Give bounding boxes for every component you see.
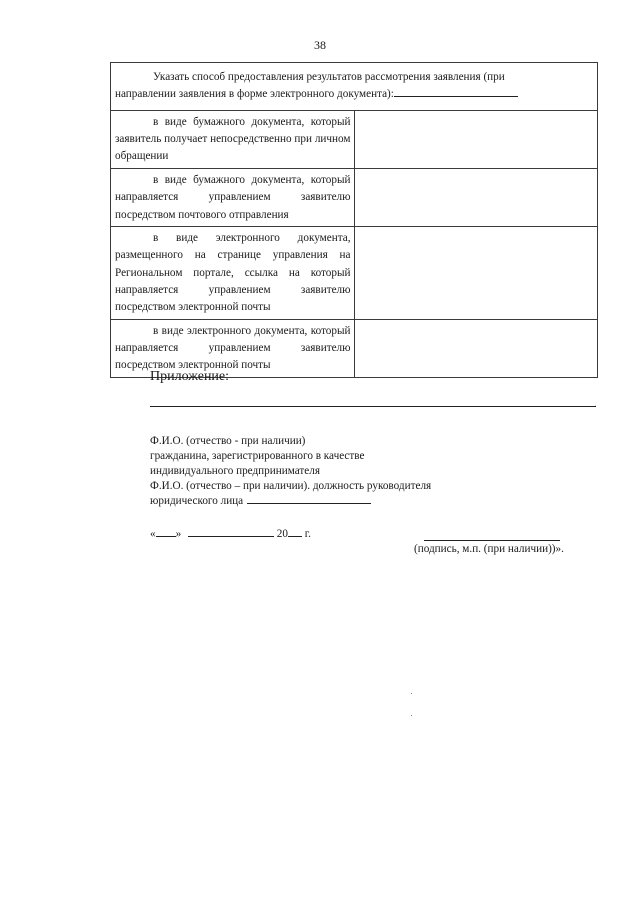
signatory-block — [150, 434, 431, 509]
signatory-line-3: индивидуального предпринимателя — [150, 465, 320, 477]
date-day-blank[interactable] — [156, 527, 176, 537]
header-line-2 — [115, 86, 594, 103]
table-row — [111, 226, 598, 319]
legal-entity-blank[interactable] — [247, 494, 371, 504]
option-paper-post — [111, 168, 355, 226]
header-blank-line[interactable] — [394, 86, 518, 97]
date-month-blank[interactable] — [188, 527, 274, 537]
scan-speck — [411, 693, 412, 694]
page-number: 38 — [314, 38, 326, 52]
date-close-quote: » — [175, 528, 182, 540]
date-year-suffix: г. — [304, 528, 311, 540]
option-mark-cell[interactable] — [354, 168, 598, 226]
signatory-line-4: Ф.И.О. (отчество – при наличии). должность руководителя — [150, 480, 432, 492]
table-header-cell — [111, 63, 598, 111]
signatory-line-5-text: юридического лица — [150, 495, 244, 507]
option-mark-cell[interactable] — [354, 226, 598, 319]
date-year-blank[interactable] — [288, 527, 302, 537]
option-text: в виде электронного документа, размещенного на странице управления на Региональном портале, ссылка на который направляется управлением заявителю посредством электронной почты — [115, 231, 351, 314]
scan-speck — [411, 715, 412, 716]
header-line-1: Указать способ предоставления результатов рассмотрения заявления (при — [153, 71, 505, 83]
attachment-input-line[interactable] — [150, 406, 596, 407]
table-header-row — [111, 63, 598, 111]
date-year-prefix: 20 — [276, 528, 288, 540]
option-mark-cell[interactable] — [354, 110, 598, 168]
attachment-label: Приложение: — [150, 369, 230, 384]
option-text: в виде бумажного документа, который заявитель получает непосредственно при личном обращении — [115, 115, 351, 163]
date-row — [150, 527, 311, 540]
signature-caption: (подпись, м.п. (при наличии))». — [414, 543, 564, 555]
option-electronic-email — [111, 319, 355, 377]
date-open-quote: « — [150, 528, 156, 540]
table-row — [111, 168, 598, 226]
option-text: в виде бумажного документа, который направляется управлением заявителю посредством почтового отправления — [115, 173, 351, 221]
signatory-line-2: гражданина, зарегистрированного в качестве — [150, 450, 365, 462]
signature-line[interactable] — [424, 540, 560, 541]
option-mark-cell[interactable] — [354, 319, 598, 377]
signatory-line-1: Ф.И.О. (отчество - при наличии) — [150, 435, 306, 447]
delivery-method-table — [110, 62, 598, 378]
option-paper-personal — [111, 110, 355, 168]
signatory-line-5 — [150, 494, 431, 509]
option-text: в виде электронного документа, который направляется управлением заявителю посредством электронной почты — [115, 324, 351, 372]
attachment-trailing-mark: . — [594, 398, 597, 410]
header-line-2-text: направлении заявления в форме электронного документа): — [115, 88, 394, 101]
table-row — [111, 110, 598, 168]
option-electronic-portal — [111, 226, 355, 319]
